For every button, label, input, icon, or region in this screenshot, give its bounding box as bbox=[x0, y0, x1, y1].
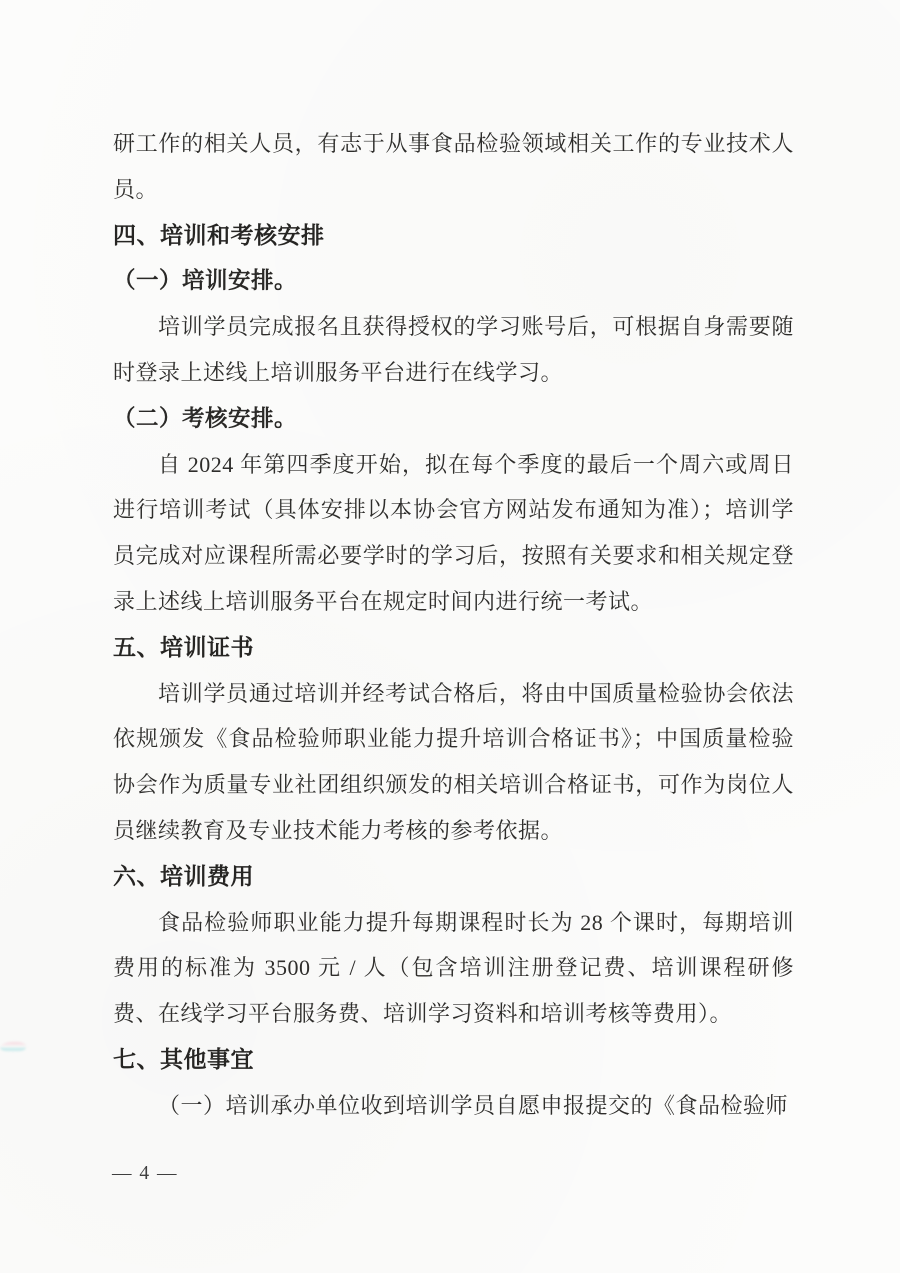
document-text-block bbox=[113, 121, 794, 1129]
sub-heading-assessment-arrangement: （二）考核安排。 bbox=[113, 405, 298, 431]
sub-heading-training-arrangement: （一）培训安排。 bbox=[113, 268, 298, 294]
body-paragraph-continuation: 研工作的相关人员，有志于从事食品检验领域相关工作的专业技术人员。 bbox=[113, 131, 794, 202]
page-number: — 4 — bbox=[112, 1163, 178, 1184]
body-paragraph-training-fee: 食品检验师职业能力提升每期课程时长为 28 个课时，每期培训费用的标准为 3500 元 / 人（包含培训注册登记费、培训课程研修费、在线学习平台服务费、培训学习资料和培训考核等费用）。 bbox=[113, 909, 794, 1027]
section-heading-training-and-assessment: 四、培训和考核安排 bbox=[113, 221, 325, 248]
section-heading-training-certificate: 五、培训证书 bbox=[113, 633, 254, 660]
body-paragraph-other-matters: （一）培训承办单位收到培训学员自愿申报提交的《食品检验师 bbox=[158, 1092, 789, 1118]
section-heading-other-matters: 七、其他事宜 bbox=[113, 1045, 254, 1072]
body-paragraph-assessment-arrangement: 自 2024 年第四季度开始，拟在每个季度的最后一个周六或周日进行培训考试（具体安排以本协会官方网站发布通知为准）；培训学员完成对应课程所需必要学时的学习后，按照有关要求和相关规定登录上述线上培训服务平台在规定时间内进行统一考试。 bbox=[113, 451, 794, 614]
section-heading-training-fee: 六、培训费用 bbox=[113, 862, 254, 889]
body-paragraph-training-certificate: 培训学员通过培训并经考试合格后，将由中国质量检验协会依法依规颁发《食品检验师职业能力提升培训合格证书》；中国质量检验协会作为质量专业社团组织颁发的相关培训合格证书，可作为岗位人员继续教育及专业技术能力考核的参考依据。 bbox=[113, 680, 794, 843]
body-paragraph-training-arrangement: 培训学员完成报名且获得授权的学习账号后，可根据自身需要随时登录上述线上培训服务平台进行在线学习。 bbox=[113, 314, 794, 385]
scan-color-smudge bbox=[0, 1042, 26, 1052]
